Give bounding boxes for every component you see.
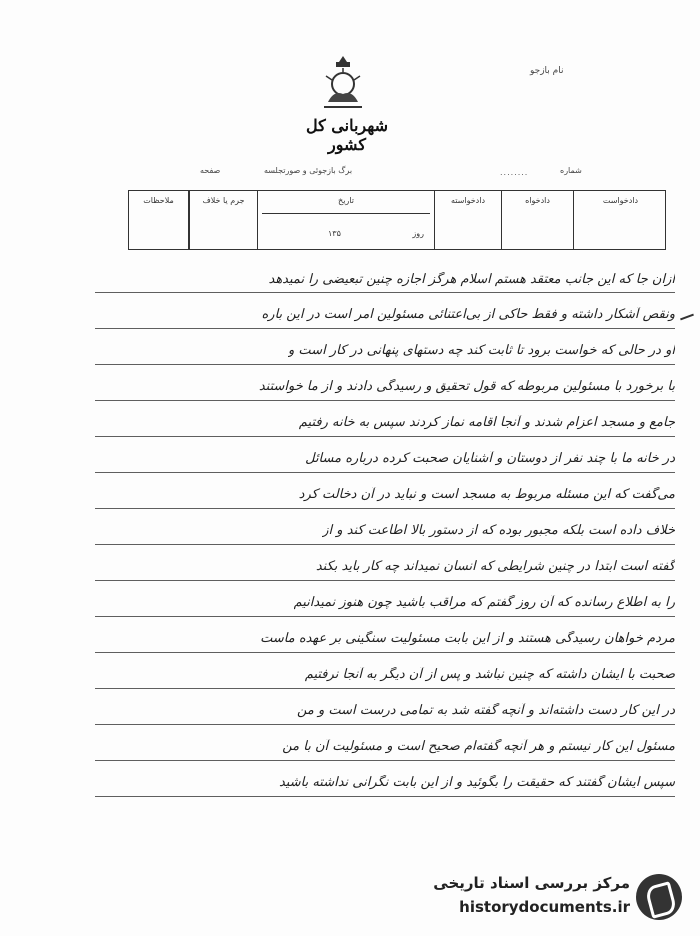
statement-line: مردم خواهان رسیدگی هستند و از این بابت مسئولیت سنگینی بر عهده ماست (260, 631, 675, 646)
page-title: شهربانی کل کشور (305, 116, 389, 154)
page-number-label: صفحه (200, 166, 221, 175)
statement-line: در خانه ما با چند نفر از دوستان و آشنایان صحبت کرده درباره مسائل (305, 451, 675, 466)
form-number-dots: ........ (500, 168, 529, 177)
watermark-site: historydocuments.ir (459, 898, 630, 916)
statement-line: در این کار دست داشته‌اند و آنچه گفته شد به تمامی درست است و من (296, 703, 675, 718)
column-date-label: تاریخ (338, 196, 354, 205)
column-offense: جرم یا خلاف (189, 191, 257, 249)
remarks-box (128, 190, 188, 250)
statement-line: جامع و مسجد اعزام شدند و آنجا اقامه نماز کردند سپس به خانه رفتیم (298, 415, 675, 430)
case-info-table (188, 190, 666, 250)
statement-line: صحبت با ایشان داشته که چنین نباشد و پس از آن دیگر به آنجا نرفتیم (304, 667, 675, 682)
date-year-value: ۱۳۵ (328, 229, 341, 238)
date-divider (262, 213, 430, 214)
statement-line: سپس ایشان گفتند که حقیقت را بگوئید و از این بابت نگرانی نداشته باشید (278, 775, 675, 790)
form-number-label: شماره (560, 166, 582, 175)
statement-line: می‌گفت که این مسئله مربوط به مسجد است و نباید در آن دخالت کرد (298, 487, 675, 502)
lion-and-sun-emblem-icon (318, 52, 368, 112)
column-petitioned: دادخواسته (434, 191, 501, 249)
statement-line: مسئول این کار نیستم و هر آنچه گفته‌ام صحیح است و مسئولیت آن با من (282, 739, 675, 754)
date-day-label: روز (412, 229, 424, 238)
statement-line: ازان جا که این جانب معتقد هستم اسلام هرگز اجازه چنین تبعیضی را نمیدهد (268, 272, 675, 287)
statement-line: با برخورد با مسئولین مربوطه که قول تحقیق و رسیدگی دادند و از ما خواستند (258, 379, 675, 394)
remarks-label: ملاحظات (143, 196, 174, 205)
margin-mark (680, 314, 694, 321)
statement-line: او در حالی که خواست برود تا ثابت کند چه دستهای پنهانی در کار است و (288, 343, 675, 358)
archive-logo-icon (636, 874, 682, 920)
watermark (408, 868, 692, 928)
statement-line: را به اطلاع رسانده که آن روز گفتم که مراقب باشید چون هنوز نمیدانیم (293, 595, 675, 610)
column-date (257, 191, 434, 249)
statement-line: ونقص آشکار داشته و فقط حاکی از بی‌اعتنائی مسئولین امر است در این باره (261, 307, 675, 322)
statement-line: خلاف داده است بلکه مجبور بوده که از دستور بالا اطاعت کند و از (322, 523, 675, 538)
statement-line: گفته است ابتدا در چنین شرایطی که انسان نمیداند چه کار باید بکند (315, 559, 675, 574)
column-petition: دادخواست (573, 191, 667, 249)
column-petitioner: دادخواه (501, 191, 573, 249)
interrogator-name-label: نام بازجو (530, 66, 564, 76)
form-title: برگ بازجوئی و صورتجلسه (264, 166, 353, 175)
watermark-name: مرکز بررسی اسناد تاریخی (433, 874, 630, 892)
